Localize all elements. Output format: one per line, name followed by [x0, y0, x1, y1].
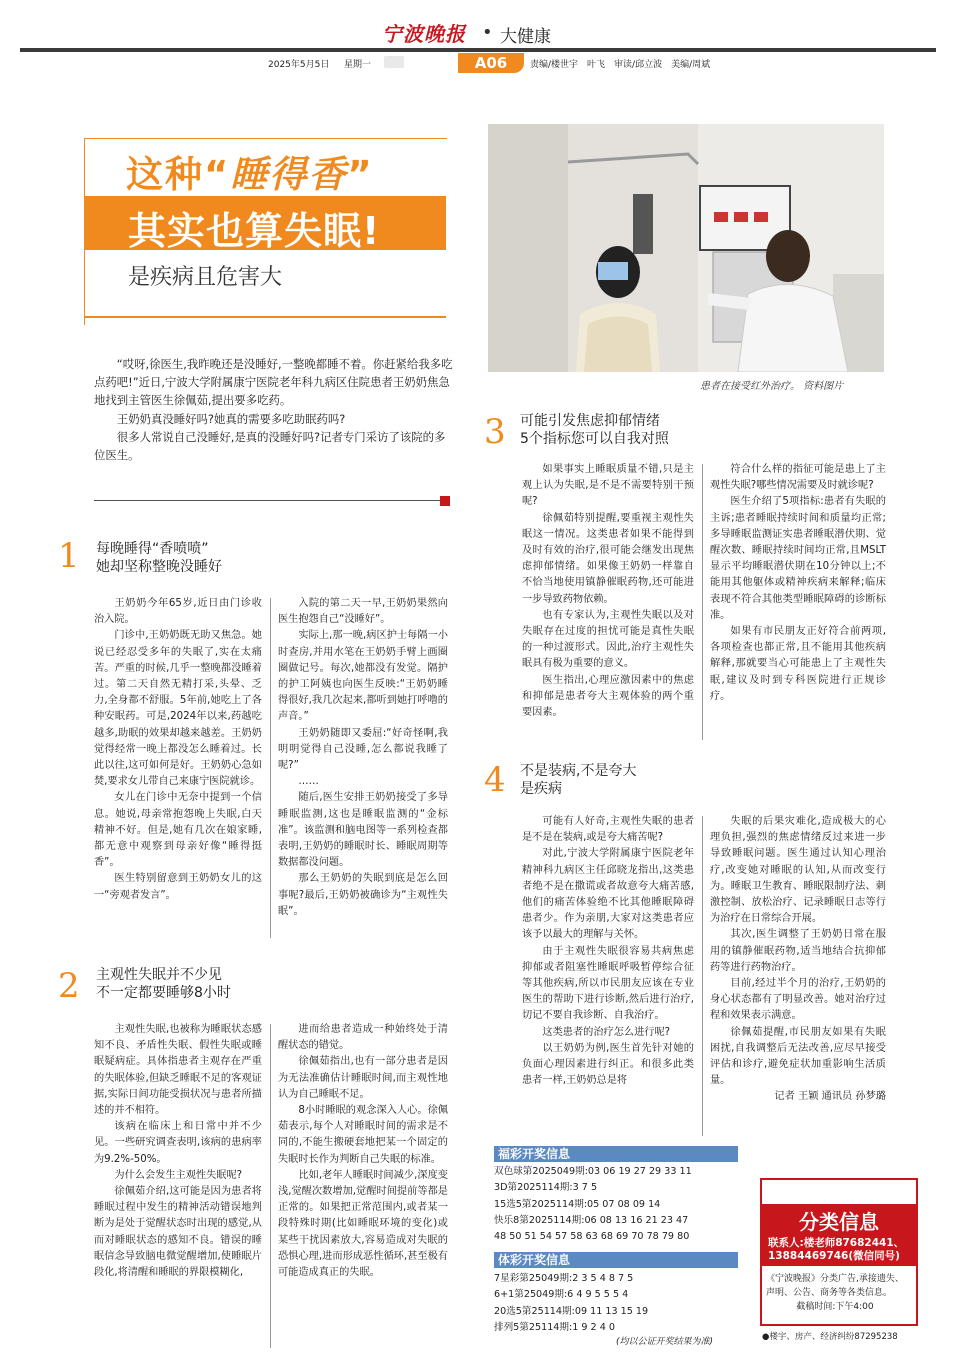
headline-subtitle: 是疾病且危害大 [128, 265, 283, 290]
section-title: 可能引发焦虑抑郁情绪 5个指标您可以自我对照 [520, 413, 669, 447]
section2-column-right: 进而给患者造成一种始终处于清醒状态的错觉。 徐佩茹指出,也有一部分患者是因为无法准确估计睡眠时间,而主观性地认为自己睡眠不足。 8小时睡眠的观念深入人心。徐佩茹表示,每个人对睡眠时间的需求是不同的,不能生搬硬套地把某一个固定的失眠时长作为判断自己失眠的标准。 比如,老年人睡眠时间减少,深度变浅,觉醒次数增加,觉醒时间提前等都是正常的。如果把正常范围内,或者某一段特殊时期(比如睡眠环境的变化)或某些干扰因素放大,容易造成对失眠的恐惧心理,进而形成恶性循环,甚至极有可能造成真正的失眠。 [278, 1024, 448, 1279]
column-divider [270, 598, 271, 938]
editors-line: 责编/楼世宇 叶飞 审读/邱立波 美编/周斌 [530, 60, 711, 70]
fucai-results: 双色球第2025049期:03 06 19 27 29 33 11 3D第2025114期:3 7 5 15选5第2025114期:05 07 08 09 14 快乐8第2025114期:06 08 13 16 21 23 47 48 50 51 54 57 58 63 68 69 70 78 79 80 [494, 1166, 692, 1243]
photo-caption: 患者在接受红外治疗。 资料图片 [700, 381, 844, 392]
ticai-header: 体彩开奖信息 [494, 1252, 738, 1268]
intro-paragraph: “哎呀,徐医生,我昨晚还是没睡好,一整晚都睡不着。你赶紧给我多吃点药吧!”近日,宁波大学附属康宁医院老年科九病区住院患者王奶奶焦急地找到主管医生徐佩茹,提出要多吃药。 [94, 357, 453, 408]
headline-line1: 这种“睡得香” [126, 152, 374, 196]
section-number: 4 [484, 760, 506, 800]
classified-title: 分类信息 [799, 1210, 879, 1234]
section2-column-left: 主观性失眠,也被称为睡眠状态感知不良、矛盾性失眠、假性失眠或睡眠疑病症。具体指患者主观存在严重的失眠体验,但缺乏睡眠不足的客观证据,实际日间功能受损状况与患者所描述的并不相符。 该病在临床上和日常中并不少见。一些研究调查表明,该病的患病率为9.2%-50%。 为什么会发生主观性失眠呢? 徐佩茹介绍,这可能是因为患者将睡眠过程中发生的精神活动错误地判断为是处于觉醒状态时出现的感觉,从而对睡眠状态的感知不良。错误的睡眠信念导致脑电微觉醒增加,使睡眠片段化,将清醒和睡眠的界限模糊化, [94, 1024, 262, 1279]
section-name: 大健康 [500, 27, 551, 47]
column-divider [702, 816, 703, 1136]
lottery-note: (均以公证开奖结果为准) [616, 1337, 714, 1347]
section1-column-left: 王奶奶今年65岁,近日由门诊收治入院。 门诊中,王奶奶既无助又焦急。她说已经忍受多年的失眠了,实在太痛苦。严重的时候,几乎一整晚都没睡着过。第二天自然无精打采,头晕、乏力,全身都不舒服。5年前,她吃上了各种安眠药。可是,2024年以来,药越吃越多,助眠的效果却越来越差。王奶奶觉得经常一晚上都没怎么睡着过。长此以往,这可如何是好。王奶奶心急如焚,要求女儿带自己来康宁医院就诊。 女儿在门诊中无奈中提到一个信息。她说,母亲常抱怨晚上失眠,白天精神不好。但是,她有几次在娘家睡,都无意中观察到母亲好像“睡得挺香”。 医生特别留意到王奶奶女儿的这一“旁观者发言”。 [94, 598, 262, 901]
intro-paragraph: 很多人常说自己没睡好,是真的没睡好吗?记者专门采访了该院的多位医生。 [94, 429, 446, 463]
section1-column-right: 入院的第二天一早,王奶奶果然向医生抱怨自己“没睡好”。 实际上,那一晚,病区护士每隔一小时查房,并用水笔在王奶奶手臂上画圈圈做记号。每次,她都没有发觉。隔护的护工阿姨也向医生反映:“王奶奶睡得很好,我几次起来,都听到她打呼噜的声音。” 王奶奶随即又委屈:“好奇怪啊,我明明觉得自己没睡,怎么都说我睡了呢?” …… 随后,医生安排王奶奶接受了多导睡眠监测,这也是睡眠监测的“金标准”。该监测和脑电图等一系列检查都表明,王奶奶的睡眠时长、睡眠周期等数据都没问题。 那么王奶奶的失眠到底是怎么回事呢?最后,王奶奶被确诊为“主观性失眠”。 [278, 598, 448, 917]
article-photo [488, 124, 884, 372]
intro-text [94, 355, 454, 464]
fucai-header: 福彩开奖信息 [494, 1146, 738, 1162]
classified-contact: 联系人:楼老师87682441、 13884469746(微信同号) [768, 1237, 905, 1262]
headline-bottom-rule [84, 316, 446, 318]
column-divider [702, 464, 703, 740]
top-rule [20, 48, 936, 52]
intro-divider [94, 500, 440, 501]
newspaper-logo: 宁波晚报 [382, 22, 466, 46]
section4-column-left: 可能有人好奇,主观性失眠的患者是不是在装病,或是夸大痛苦呢? 对此,宁波大学附属康宁医院老年精神科九病区主任邱晓龙指出,这类患者绝不是在撒谎或者故意夸大痛苦感,他们的痛苦体验绝不比其他睡眠障碍患者少。作为亲朋,大家对这类患者应该予以最大的理解与关怀。 由于主观性失眠很容易共病焦虑抑郁或者阻塞性睡眠呼吸暂停综合征等其他疾病,所以市民朋友应该在专业医生的帮助下进行诊断,然后进行治疗,切记不要自我诊断、自我治疗。 这类患者的治疗怎么进行呢? 以王奶奶为例,医生首先针对她的负面心理因素进行纠正。和很多此类患者一样,王奶奶总是将 [522, 816, 694, 1087]
section4-column-right: 失眠的后果灾难化,造成极大的心理负担,强烈的焦虑情绪反过来进一步导致睡眠问题。医生通过认知心理治疗,改变她对睡眠的认知,从而改变行为。睡眠卫生教育、睡眠限制疗法、刺激控制、放松治疗、记录睡眠日志等行为治疗在日常综合开展。 其次,医生调整了王奶奶日常在服用的镇静催眠药物,适当地结合抗抑郁药等进行药物治疗。 目前,经过半个月的治疗,王奶奶的身心状态都有了明显改善。她对治疗过程和效果表示满意。 徐佩茹提醒,市民朋友如果有失眠困扰,自我调整后无法改善,应尽早接受评估和诊疗,避免症状加重影响生活质量。 记者 王颖 通讯员 孙梦璐 [710, 814, 886, 1106]
weekday: 星期一 [344, 60, 372, 70]
headline-line2: 其实也算失眠! [128, 209, 381, 253]
section-title: 不是装病,不是夸大 是疾病 [520, 763, 637, 797]
section-number: 3 [484, 412, 506, 452]
column-divider [270, 1024, 271, 1348]
section-title: 主观性失眠并不少见 不一定都要睡够8小时 [96, 967, 231, 1001]
section-number: 1 [58, 536, 80, 576]
page-number: A06 [458, 53, 524, 73]
byline: 记者 王颖 通讯员 孙梦璐 [774, 1091, 886, 1103]
masthead-dot: • [482, 22, 493, 43]
sun-icon [384, 56, 404, 68]
intro-paragraph: 王奶奶真没睡好吗?她真的需要多吃助眠药吗? [116, 411, 346, 426]
classified-note: 《宁波晚报》分类广告,承接遗失、 声明、公告、商务等各类信息。 截稿时间:下午4:00 [766, 1274, 904, 1312]
section-number: 2 [58, 966, 80, 1006]
section-title: 每晚睡得“香喷喷” 她却坚称整晚没睡好 [96, 541, 222, 575]
issue-date: 2025年5月5日 [268, 60, 330, 70]
ticai-results: 7星彩第25049期:2 3 5 4 8 7 5 6+1第25049期:6 4 9 5 5 5 4 20选5第25114期:09 11 13 15 19 排列5第25114期:1 9 2 4 0 [494, 1273, 649, 1333]
section3-column-right: 符合什么样的指征可能是患上了主观性失眠?哪些情况需要及时就诊呢? 医生介绍了5项指标:患者有失眠的主诉;患者睡眠持续时间和质量均正常;多导睡眠监测证实患者睡眠潜伏期、觉醒次数、睡眠持续时间均正常,且MSLT显示平均睡眠潜伏期在10分钟以上;不能用其他躯体或精神疾病来解释;临床表现不符合其他类型睡眠障碍的诊断标准。 如果有市民朋友正好符合前两项,各项检查也都正常,且不能用其他疾病解释,那就要当心可能患上了主观性失眠,建议及时到专科医院进行正规诊疗。 [710, 464, 886, 702]
classified-footer: ●楼宇、房产、经济纠纷87295238 [762, 1332, 898, 1342]
classified-header [760, 1204, 918, 1266]
intro-divider-square [440, 496, 450, 506]
section3-column-left: 如果事实上睡眠质量不错,只是主观上认为失眠,是不是不需要特别干预呢? 徐佩茹特别提醒,要重视主观性失眠这一情况。这类患者如果不能得到及时有效的治疗,很可能会继发出现焦虑抑郁情绪。如果像王奶奶一样靠自不恰当地使用镇静催眠药物,还可能进一步导致药物依赖。 也有专家认为,主观性失眠以及对失眠存在过度的担忧可能是真性失眠的一种过渡形式。因此,治疗主观性失眠具有极为重要的意义。 医生指出,心理应激因素中的焦虑和抑郁是患者夸大主观体验的两个重要因素。 [522, 464, 694, 719]
